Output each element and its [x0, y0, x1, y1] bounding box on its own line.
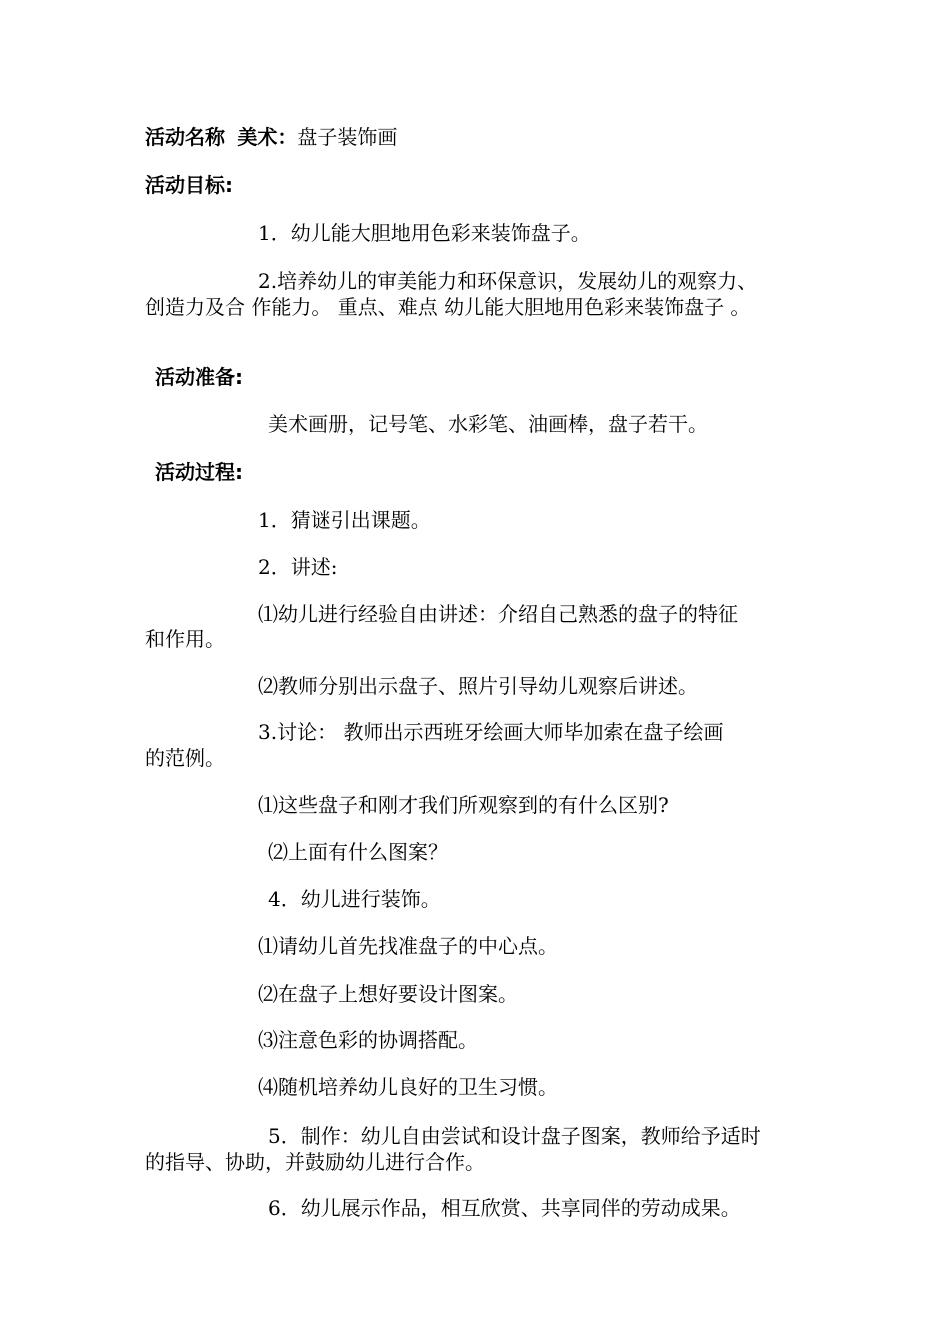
- activity-name-label: 活动名称: [145, 125, 225, 149]
- goal-2-line-1: 2.培养幼儿的审美能力和环保意识，发展幼儿的观察力、: [258, 269, 758, 293]
- activity-name-line: [145, 125, 397, 149]
- step-5-line-1: 5．制作：幼儿自由尝试和设计盘子图案，教师给予适时: [268, 1124, 761, 1148]
- step-5-line-2: 的指导、协助，并鼓励幼儿进行合作。: [145, 1150, 485, 1174]
- step-4-3: ⑶注意色彩的协调搭配。: [258, 1028, 478, 1052]
- step-2-1-line-2: 和作用。: [145, 627, 225, 651]
- step-6: 6．幼儿展示作品，相互欣赏、共享同伴的劳动成果。: [268, 1196, 741, 1220]
- step-3-1: ⑴这些盘子和刚才我们所观察到的有什么区别?: [258, 793, 669, 817]
- step-4-4: ⑷随机培养幼儿良好的卫生习惯。: [258, 1075, 558, 1099]
- step-3-line-2: 的范例。: [145, 746, 225, 770]
- step-1: 1．猜谜引出课题。: [258, 508, 431, 532]
- activity-title: 盘子装饰画: [297, 125, 398, 149]
- step-3-2: ⑵上面有什么图案？: [268, 840, 448, 864]
- step-4: 4．幼儿进行装饰。: [268, 887, 441, 911]
- step-2-2: ⑵教师分别出示盘子、照片引导幼儿观察后讲述。: [258, 674, 698, 698]
- step-2-1-line-1: ⑴幼儿进行经验自由讲述：介绍自己熟悉的盘子的特征: [258, 602, 738, 626]
- step-4-1: ⑴请幼儿首先找准盘子的中心点。: [258, 934, 558, 958]
- step-3-line-1: 3.讨论： 教师出示西班牙绘画大师毕加索在盘子绘画: [258, 720, 724, 744]
- goals-heading: 活动目标:: [145, 173, 233, 197]
- prep-text: 美术画册，记号笔、水彩笔、油画棒，盘子若干。: [268, 412, 708, 436]
- step-4-2: ⑵在盘子上想好要设计图案。: [258, 982, 518, 1006]
- activity-subject-label: 美术：: [237, 125, 298, 149]
- goal-1: 1．幼儿能大胆地用色彩来装饰盘子。: [258, 221, 591, 245]
- step-2: 2．讲述:: [258, 555, 338, 579]
- goal-2-line-2: 创造力及合 作能力。 重点、难点 幼儿能大胆地用色彩来装饰盘子 。: [145, 295, 751, 319]
- prep-heading: 活动准备:: [155, 365, 243, 389]
- process-heading: 活动过程:: [155, 460, 243, 484]
